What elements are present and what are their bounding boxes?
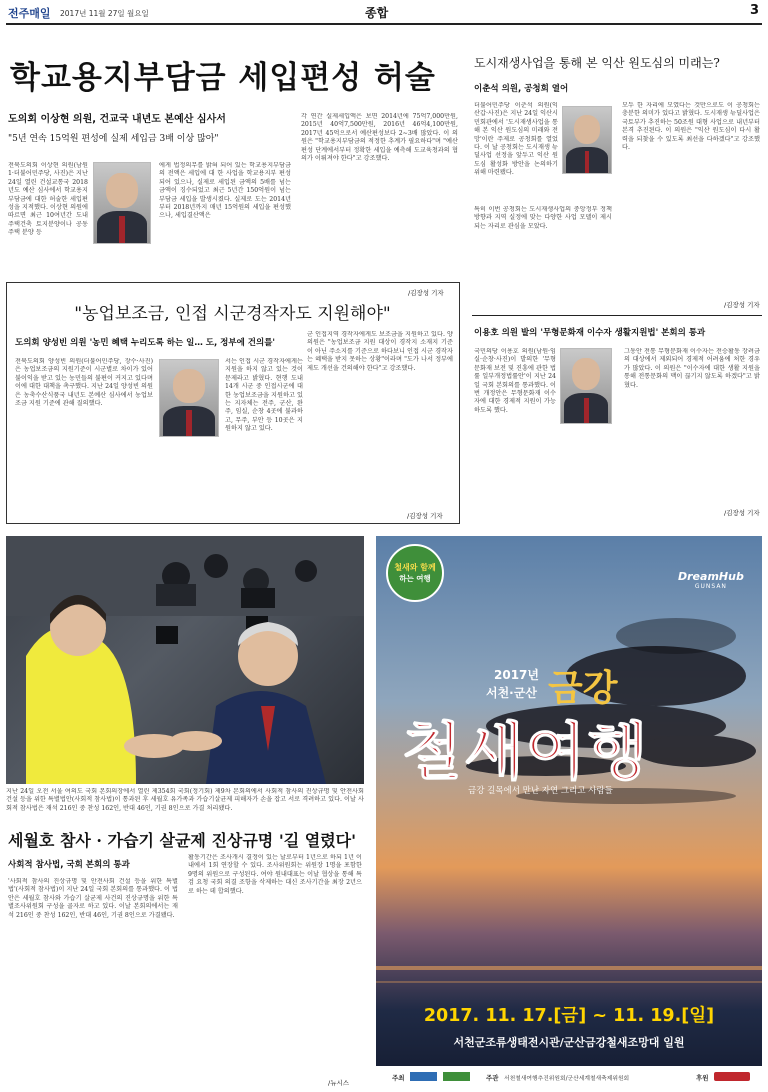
article-byline: 도의회 이상현 의원, 건교국 내년도 본예산 심사서 xyxy=(8,114,226,125)
article-byline: 사회적 참사법, 국회 본회의 통과 xyxy=(8,860,130,870)
reporter-credit: /김장성 기자 xyxy=(724,509,760,517)
sponsor-bar xyxy=(376,1066,762,1088)
photo-illustration xyxy=(6,536,364,784)
photo-lee-yongho xyxy=(560,348,612,424)
photo-yang-sungbin xyxy=(159,359,219,437)
badge-line1: 철새와 함께 xyxy=(394,563,436,572)
article-body-col2: 그동안 전통 무형문화재 이수자는 전승활동 장려금의 대상에서 제외되어 경제적 어려움에 처한 경우가 많았다. 이 의원은 "이수자에 대한 생활 지원을 통해 전통문화의 맥이 끊기지 않도록 하겠다"고 밝혔다. xyxy=(624,348,760,389)
top-article xyxy=(6,30,460,297)
article-body-col1b: 특히 이번 공청회는 도시재생사업의 중앙정부 정책방향과 지역 실정에 맞는 다양한 사업 모델이 제시되는 자리로 관심을 모았다. xyxy=(474,206,612,230)
event-venue: 서천군조류생태전시관/군산금강철새조망대 일원 xyxy=(453,1036,685,1049)
photo-caption: 지난 24일 오전 서울 여의도 국회 본회의장에서 열린 제354회 국회(정기회) 제9차 본회의에서 사회적 참사의 진상규명 및 안전사회 건설 등을 위한 특별법안(사회적 참사법)이 통과된 후 세월호 유가족과 가습기살균제 피해자가 손을 잡고 서로 격려하고 있다. 이날 사회적 참사법은 재석 216인 중 찬성 162인, 반대 46인, 기권 8인으로 가결 처리됐다. xyxy=(6,788,364,812)
article-body-col1: 전북도의회 이상현 의원(남원1·더불어민주당, 사진)은 지난 24일 열린 건설교통국 2018년도 예산 심사에서 학교용지부담금에 대한 허술한 세입편성을 지적했다. 이상현 의원에 따르면 최근 10여년간 도내 주택건축 토지분양이나 공동주택 분양 등 xyxy=(8,162,88,237)
article-headline: 학교용지부담금 세입편성 허술 xyxy=(10,60,436,96)
right-top-rule xyxy=(472,315,762,316)
page-number: 3 xyxy=(750,3,760,18)
logo-main: DreamHub xyxy=(678,570,744,583)
article-body-col3: 각 연간 실제세입액은 보면 2014년에 75억7,000만원, 2015년 40억7,500만원, 2016년 46억4,100만원, 2017년 45억으로서 예산편성보다 2~3배 많았다. 이 의원은 "학교용지부담금의 적정한 추계가 필요하다"며 "예산편성 단계에서부터 정확한 세입을 예측해 도교육청과의 협의가 이뤄져야 한다"고 강조했다. xyxy=(301,113,458,163)
reporter-credit: /김장성 기자 xyxy=(407,512,443,520)
article-byline: 이춘석 의원, 공청회 열어 xyxy=(474,84,569,94)
dreamhub-logo xyxy=(678,570,744,590)
article-subhead: "5년 연속 15억원 편성에 실제 세입금 3배 이상 많아" xyxy=(8,134,219,144)
bottom-article xyxy=(6,822,364,1088)
section-name: 종합 xyxy=(365,6,389,20)
right-mid-article xyxy=(466,318,762,528)
event-title: 철새여행 xyxy=(402,715,650,788)
article-headline: 이용호 의원 발의 '무형문화재 이수자 생활지원법' 본회의 통과 xyxy=(474,328,706,338)
event-year: 2017년 xyxy=(494,668,539,682)
event-region: 서천·군산 xyxy=(486,686,537,700)
paper-name: 전주매일 xyxy=(8,7,51,20)
mid-article-box xyxy=(6,282,460,524)
event-tagline: 금강 길목에서 만난 자연 그리고 사람들 xyxy=(468,786,613,796)
article-body-col1: 국민의당 이용호 의원(남원·임실·순창·사진)이 발의한 '무형문화재 보전 및 진흥에 관한 법률 일부개정법률안'이 지난 24일 국회 본회의를 통과했다. 이번 개정안은 무형문화재 이수자에 대한 경제적 지원이 가능하도록 했다. xyxy=(474,348,556,414)
photo-lee-sanghyun xyxy=(93,162,151,244)
article-body-col1: 전북도의회 양성빈 의원(더불어민주당, 장수·사진)은 농업보조금의 지원기준이 시군별로 차이가 있어 불이익을 받고 있는 농민들의 불편이 커지고 있다며 이에 대한 대책을 촉구했다. 지난 24일 양성빈 의원은 농축수산식품국 내년도 본예산 심사에서 농업보조금 지원 기준에 관해 질의했다. xyxy=(15,358,153,408)
article-body-col2: 모두 한 자리에 모였다는 것만으로도 이 공청회는 충분한 의미가 있다고 밝혔다. 도시재생 뉴딜사업은 국토부가 추진하는 50조원 대형 사업으로 내년부터 본격 추진된다. 이 의원은 "익산 원도심이 다시 활력을 되찾을 수 있도록 최선을 다하겠다"고 강조했다. xyxy=(622,102,760,152)
article-byline: 도의회 양성빈 의원 '농민 혜택 누리도록 하는 일… 도, 정부에 건의를' xyxy=(15,338,276,348)
sponsor-logo xyxy=(714,1072,750,1081)
article-body-col1: '사회적 참사의 진상규명 및 안전사회 건설 등을 위한 특별법'(사회적 참사법)이 지난 24일 국회 본회의를 통과했다. 이 법안은 세월호 참사와 가습기 살균제 사건의 진상규명을 위한 특별조사위원회 구성을 골자로 하고 있다. 이날 본회의에서는 재석 216인 중 찬성 162인, 반대 46인, 기권 8인으로 가결됐다. xyxy=(8,878,178,919)
masthead-rule xyxy=(6,23,762,25)
article-body-col1: 더불어민주당 이춘석 의원(익산갑·사진)은 지난 24일 익산시민회관에서 '도시재생사업을 통해 본 익산 원도심의 미래와 전망'이란 주제로 공청회를 열었다. 이 날 공청회는 도시재생 뉴딜사업 선정을 앞두고 익산 원도심 활성화 방안을 논의하기 위해 마련됐다. xyxy=(474,102,558,177)
river-name: 금강 xyxy=(548,667,618,709)
issue-date: 2017년 11월 27일 월요일 xyxy=(60,9,149,18)
right-top-article xyxy=(466,46,762,311)
article-body-col2: 에게 법정의무를 밝혀 되어 있는 학교용지부담금의 전액은 세입에 대 한 사업을 학교용지부 편성되어 있으나, 실제로 세입된 금액의 5배를 넘는 금액이 징수되었고 최근 5년간 150억원이 넘는 부담금 세입을 발생시켰다. 실제로 도는 2014년부터 2018년까지 매년 15억원의 세입을 편성했으나, 세입결산액은 xyxy=(159,162,291,220)
reporter-credit: /뉴시스 xyxy=(328,1079,350,1087)
event-badge xyxy=(386,544,444,602)
article-body-col3: 군 인접지역 경작자에게도 보조금을 지원하고 있다. 양 의원은 "농업보조금 지원 대상이 경작지 소재지 기준이 아닌 주소지를 기준으로 하다보니 인접 시군 경작자는 혜택을 받지 못하는 상황"이라며 "도가 나서 정부에 제도 개선을 건의해야 한다"고 강조했다. xyxy=(307,331,453,372)
host-logos xyxy=(410,1072,470,1081)
organizer-label: 주관 xyxy=(486,1074,499,1082)
event-dates: 2017. 11. 17.[금] ~ 11. 19.[일] xyxy=(423,1006,715,1026)
news-photo xyxy=(6,536,364,784)
article-body-col2: 활동기간은 조사개시 결정이 있는 날로부터 1년으로 하되 1년 이내에서 1회 연장할 수 있다. 조사위원회는 위원장 1명을 포함한 9명의 위원으로 구성된다. 여야 원내대표는 이날 협상을 통해 특검 요청 국회 의결 조항을 삭제하는 대신 조사기간을 최장 2년으로 하는 데 합의했다. xyxy=(188,854,362,895)
masthead xyxy=(0,0,768,24)
sponsor-label: 후원 xyxy=(696,1074,709,1082)
badge-line2: 하는 여행 xyxy=(399,574,431,583)
reporter-credit: /김장성 기자 xyxy=(408,289,444,297)
photo-lee-chunseok xyxy=(562,106,612,174)
host-label: 주최 xyxy=(392,1074,405,1082)
organizer-names: 서천철새여행추진위원회/군산세계철새축제위원회 xyxy=(504,1076,630,1082)
advertisement xyxy=(376,536,762,1088)
article-body-col2: 서는 인접 시군 경작자에게는 지원을 하지 않고 있는 것이 문제라고 밝혔다. 현행 도내 14개 시군 중 인접시군에 대한 농업보조금을 지원하고 있는 지자체는 전주, 군산, 완주, 임실, 순창 4곳에 불과하고, 무주, 부안 등 10곳은 지원하지 않고 있다. xyxy=(225,358,303,433)
reporter-credit: /김장성 기자 xyxy=(724,301,760,309)
article-headline: 도시재생사업을 통해 본 익산 원도심의 미래는? xyxy=(474,56,720,70)
article-headline: 세월호 참사 · 가습기 살균제 진상규명 '길 열렸다' xyxy=(8,831,357,850)
article-headline: "농업보조금, 인접 시군경작자도 지원해야" xyxy=(74,304,391,324)
logo-sub: GUNSAN xyxy=(694,583,727,590)
